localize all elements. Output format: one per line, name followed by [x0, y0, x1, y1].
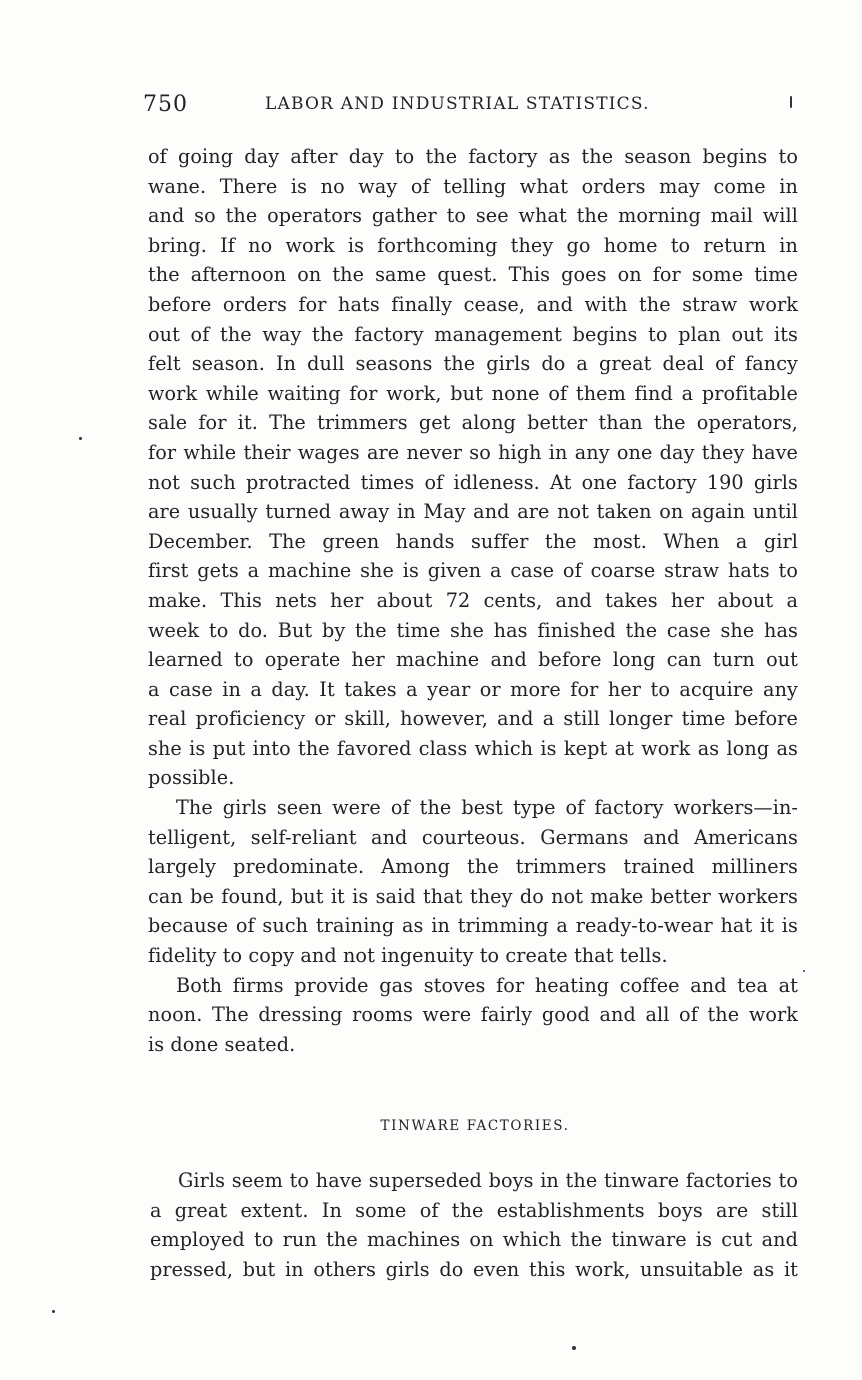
text-line: of going day after day to the factory as the season begins to	[148, 145, 798, 168]
text-line: is done seated.	[148, 1032, 296, 1056]
text-line: noon. The dressing rooms were fairly good and all of the work	[148, 1003, 798, 1027]
body-text	[148, 142, 798, 1059]
running-title: LABOR AND INDUSTRIAL STATISTICS.	[265, 94, 650, 114]
text-line: fidelity to copy and not ingenuity to create that tells.	[148, 944, 668, 968]
text-line: make. This nets her about 72 cents, and takes her about a	[148, 588, 798, 612]
text-line: telligent, self-reliant and courteous. Germans and Americans	[148, 825, 798, 849]
text-line: felt season. In dull seasons the girls do a great deal of fancy	[148, 352, 798, 376]
text-line: real proficiency or skill, however, and a still longer time before	[148, 707, 798, 731]
text-line: work while waiting for work, but none of them find a profitable	[148, 381, 798, 405]
text-line: before orders for hats finally cease, and with the straw work	[148, 292, 798, 316]
text-line: a great extent. In some of the establishments boys are still	[150, 1198, 798, 1222]
text-line: can be found, but it is said that they do not make better workers	[148, 884, 798, 908]
text-line: week to do. But by the time she has finished the case she has	[148, 618, 798, 642]
text-line: sale for it. The trimmers get along better than the operators,	[148, 411, 798, 435]
section-heading: TINWARE FACTORIES.	[380, 1118, 570, 1134]
text-line: Both firms provide gas stoves for heating coffee and tea at	[176, 973, 798, 997]
text-line: first gets a machine she is given a case of coarse straw hats to	[148, 559, 798, 583]
text-line: pressed, but in others girls do even this work, unsuitable as it	[150, 1257, 798, 1281]
text-line: bring. If no work is forthcoming they go home to return in	[148, 233, 798, 257]
running-head	[143, 92, 803, 122]
text-line: Girls seem to have superseded boys in the tinware factories to	[178, 1169, 798, 1192]
text-line: and so the operators gather to see what the morning mail will	[148, 204, 798, 228]
page-number: 750	[143, 92, 188, 117]
text-line: not such protracted times of idleness. At one factory 190 girls	[148, 470, 798, 494]
print-speck	[52, 1310, 55, 1313]
text-line: because of such training as in trimming a ready-to-wear hat it is	[148, 914, 798, 938]
text-line: December. The green hands suffer the most. When a girl	[148, 529, 798, 553]
text-line: largely predominate. Among the trimmers trained milliners	[148, 855, 798, 879]
section-text	[150, 1166, 798, 1284]
print-speck	[803, 970, 805, 972]
text-line: wane. There is no way of telling what orders may come in	[148, 174, 798, 198]
text-line: for while their wages are never so high in any one day they have	[148, 440, 798, 464]
text-line: out of the way the factory management begins to plan out its	[148, 322, 798, 346]
text-line: learned to operate her machine and before long can turn out	[148, 648, 798, 672]
text-line: employed to run the machines on which the tinware is cut and	[150, 1228, 798, 1252]
print-speck	[572, 1346, 576, 1350]
print-speck	[79, 437, 82, 440]
text-line: she is put into the favored class which is kept at work as long as	[148, 736, 798, 760]
text-line: are usually turned away in May and are not taken on again until	[148, 500, 798, 524]
text-line: The girls seen were of the best type of factory workers—in-	[176, 796, 798, 820]
text-line: the afternoon on the same quest. This goes on for some time	[148, 263, 798, 287]
print-speck	[790, 96, 792, 108]
text-line: possible.	[148, 766, 235, 790]
text-line: a case in a day. It takes a year or more for her to acquire any	[148, 677, 798, 701]
